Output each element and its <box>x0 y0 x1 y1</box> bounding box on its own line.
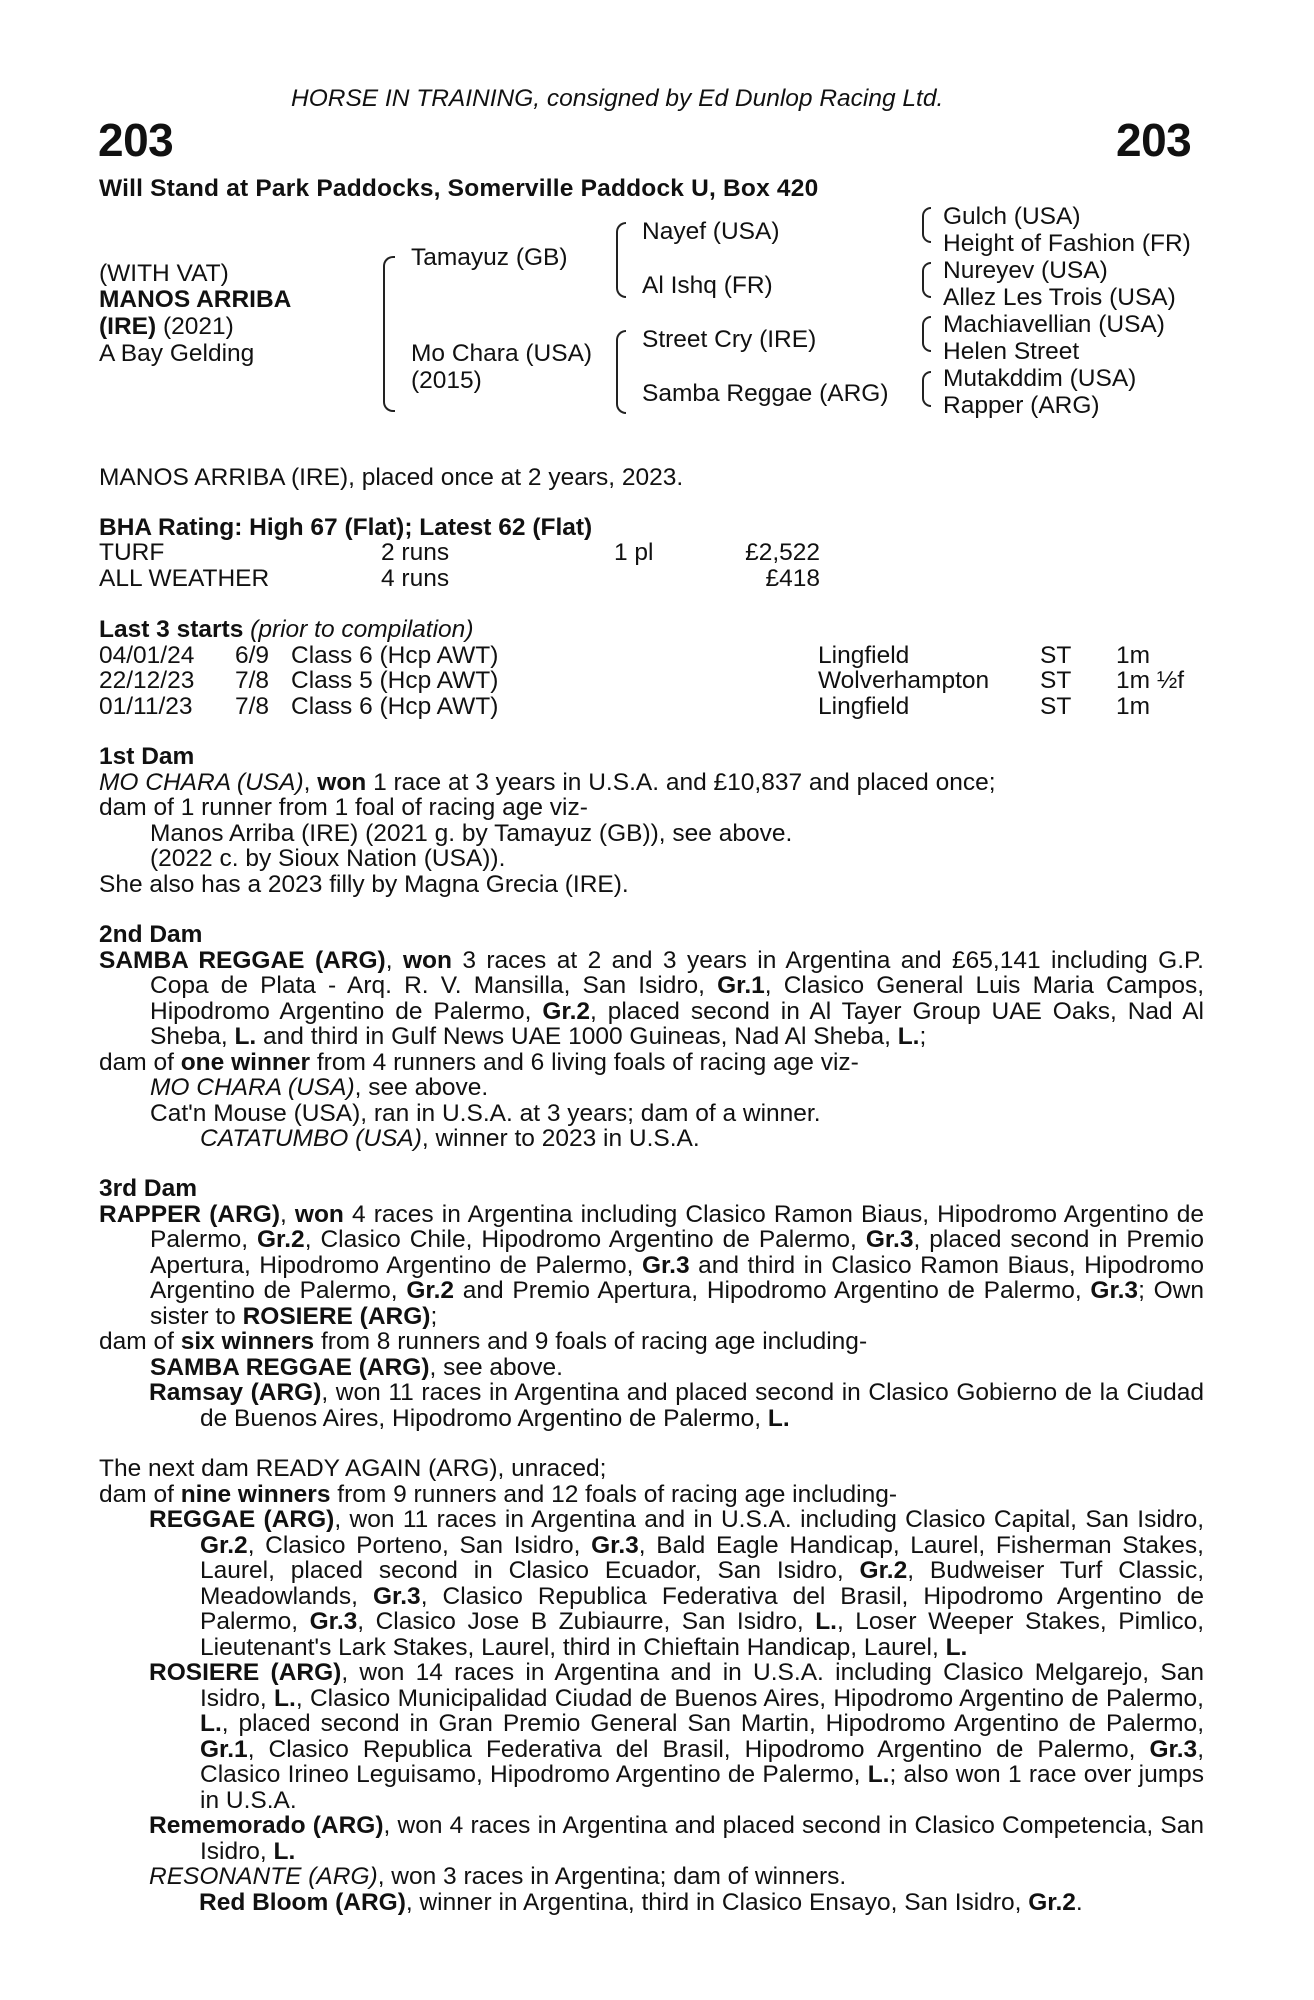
winner-count: nine winners <box>180 1480 331 1508</box>
dam-record: SAMBA REGGAE (ARG), won 3 races at 2 and 3 years in Argentina and £65,141 including G.P. Copa de Plata - Arq. R. V. Mansilla, San Isidro, Gr.1, Clasico General Luis Maria Campos, Hipodromo Argentino de Palermo, Gr.2, placed second in Al Tayer Group UAE Oaks, Nad Al Sheba, L. and third in Gulf News UAE 1000 Guineas, Nad Al Sheba, L.; <box>99 946 1204 1050</box>
pedigree-ddd: Rapper (ARG) <box>943 392 1100 419</box>
rating-runs: 2 runs <box>381 539 450 566</box>
produce-text: , won 11 races in Argentina and placed second in Clasico Gobierno de la Ciudad de Buenos Aires, Hipodromo Argentino de Palermo, <box>200 1379 1204 1432</box>
listed-label: L. <box>767 1404 790 1432</box>
record-text: , Clasico General Luis Maria Campos, Hipodromo Argentino de Palermo, <box>150 972 1204 1025</box>
horse-origin <box>99 314 234 340</box>
produce-name: ROSIERE (ARG) <box>149 1659 342 1686</box>
listed-label: L. <box>897 1023 920 1050</box>
produce-name: REGGAE (ARG) <box>149 1506 335 1533</box>
grade-label: Gr.2 <box>859 1557 908 1584</box>
dam-note: She also has a 2023 filly by Magna Grecia (IRE). <box>99 870 629 898</box>
produce-item: (2022 c. by Sioux Nation (USA)). <box>150 845 506 872</box>
pedigree-brace-1 <box>383 256 395 412</box>
start-race: Class 5 (Hcp AWT) <box>291 667 499 694</box>
produce-item <box>99 1660 1204 1813</box>
listed-label: L. <box>815 1608 837 1635</box>
pedigree-dsd: Helen Street <box>943 338 1080 365</box>
produce-item: Cat'n Mouse (USA), ran in U.S.A. at 3 years; dam of a winner. <box>150 1099 821 1127</box>
grade-label: Gr.3 <box>641 1251 690 1279</box>
dam-produce-intro: dam of 1 runner from 1 foal of racing age viz- <box>99 794 588 821</box>
record-text: , Clasico Republica Federativa del Brasil, Hipodromo Argentino de Palermo, <box>200 1582 1204 1635</box>
start-race: Class 6 (Hcp AWT) <box>291 693 499 720</box>
last-starts-subtitle: (prior to compilation) <box>250 616 474 643</box>
first-dam-section <box>99 744 1204 897</box>
produce-name: MO CHARA (USA) <box>150 1074 355 1101</box>
record-text: , placed second in Gran Premio General San Martin, Hipodromo Argentino de Palermo, <box>221 1710 1204 1737</box>
section-heading: 2nd Dam <box>99 921 203 948</box>
pedigree-brace-3b <box>922 262 931 298</box>
produce-item <box>99 1126 1204 1152</box>
produce-text: dam of <box>99 1480 181 1508</box>
pedigree-brace-3a <box>922 207 931 243</box>
horse-name: MANOS ARRIBA <box>99 286 292 313</box>
dam-name: MO CHARA (USA) <box>99 768 304 796</box>
record-text: . <box>1075 1888 1083 1916</box>
grade-label: Gr.3 <box>1090 1277 1139 1304</box>
record-text: , won 4 races in Argentina and placed second in Clasico Competencia, San Isidro, <box>200 1812 1204 1865</box>
last-starts-heading <box>99 617 473 643</box>
listed-label: L. <box>867 1761 890 1788</box>
produce-text: , see above. <box>429 1353 563 1381</box>
produce-name: SAMBA REGGAE (ARG) <box>150 1353 430 1381</box>
section-heading: 1st Dam <box>99 743 195 770</box>
rating-placed: 1 pl <box>614 539 654 566</box>
pedigree-sire: Tamayuz (GB) <box>411 244 568 271</box>
sister-name: ROSIERE (ARG) <box>242 1302 431 1330</box>
rating-runs: 4 runs <box>381 565 450 592</box>
horse-country: (IRE) <box>99 313 157 340</box>
record-text: , Bald Eagle Handicap, Laurel, Fisherman Stakes, Laurel, placed second in Clasico Ecuador, San Isidro, <box>200 1531 1204 1584</box>
produce-item: Manos Arriba (IRE) (2021 g. by Tamayuz (GB)), see above. <box>150 819 793 847</box>
grade-label: Gr.3 <box>1149 1735 1198 1763</box>
record-text: , Clasico Jose B Zubiaurre, San Isidro, <box>357 1608 816 1635</box>
record-text: , Budweiser Turf Classic, Meadowlands, <box>200 1557 1205 1610</box>
last-starts-title: Last 3 starts <box>99 616 244 643</box>
grade-label: Gr.2 <box>542 997 591 1025</box>
won-label: won <box>294 1200 344 1228</box>
next-dam-intro: The next dam READY AGAIN (ARG), unraced; <box>99 1455 607 1482</box>
listed-label: L. <box>200 1710 222 1737</box>
grade-label: Gr.1 <box>717 972 765 999</box>
start-date: 04/01/24 <box>99 642 195 669</box>
produce-item <box>99 1864 1204 1890</box>
dam-name: RAPPER (ARG) <box>99 1200 280 1228</box>
start-going: ST <box>1040 667 1072 694</box>
record-text: 4 races in Argentina including Clasico Ramon Biaus, Hipodromo Argentino de Palermo, <box>150 1200 1204 1253</box>
second-dam-section <box>99 922 1204 1152</box>
grade-label: Gr.3 <box>373 1582 421 1610</box>
record-text: , won 14 races in Argentina and in U.S.A. including Clasico Melgarejo, San Isidro, <box>200 1659 1204 1712</box>
record-text: , winner in Argentina, third in Clasico Ensayo, San Isidro, <box>405 1888 1029 1916</box>
start-course: Lingfield <box>818 693 910 720</box>
produce-name: RESONANTE (ARG) <box>149 1863 378 1890</box>
produce-text: from 4 runners and 6 living foals of racing age viz- <box>310 1048 859 1076</box>
produce-text: , see above. <box>354 1074 489 1101</box>
dam-name: SAMBA REGGAE (ARG) <box>99 946 386 974</box>
pedigree-brace-2a <box>616 222 626 298</box>
produce-item <box>99 1890 1204 1916</box>
record-text: , Clasico Republica Federativa del Brasil, Hipodromo Argentino de Palermo, <box>247 1735 1150 1763</box>
pedigree-dam: Mo Chara (USA) <box>411 340 593 367</box>
start-distance: 1m <box>1116 642 1151 669</box>
dam-record-text: 1 race at 3 years in U.S.A. and £10,837 and placed once; <box>366 768 996 796</box>
produce-text: from 9 runners and 12 foals of racing age including- <box>330 1480 898 1508</box>
produce-name: CATATUMBO (USA) <box>200 1125 422 1152</box>
produce-item <box>99 1355 1204 1381</box>
winner-count: six winners <box>180 1328 315 1355</box>
listed-label: L. <box>945 1633 968 1661</box>
rating-money: £2,522 <box>745 539 820 566</box>
record-text: ; also won 1 race over jumps in U.S.A. <box>200 1761 1204 1814</box>
pedigree-sire-sire: Nayef (USA) <box>642 218 780 245</box>
listed-label: L. <box>274 1684 296 1712</box>
horse-description: A Bay Gelding <box>99 340 255 367</box>
bha-rating: BHA Rating: High 67 (Flat); Latest 62 (Flat) <box>99 514 593 541</box>
record-text: , Clasico Municipalidad Ciudad de Buenos Aires, Hipodromo Argentino de Palermo, <box>295 1684 1204 1712</box>
record-text: , Clasico Irineo Leguisamo, Hipodromo Argentino de Palermo, <box>200 1735 1204 1788</box>
record-text: and Premio Apertura, Hipodromo Argentino de Palermo, <box>454 1277 1091 1304</box>
record-text: , Clasico Porteno, San Isidro, <box>247 1531 592 1559</box>
grade-label: Gr.2 <box>257 1226 305 1253</box>
produce-name: Ramsay (ARG) <box>149 1379 322 1406</box>
start-date: 01/11/23 <box>99 693 193 720</box>
lot-number-left: 203 <box>98 114 174 166</box>
start-race: Class 6 (Hcp AWT) <box>291 642 499 669</box>
record-text: , Clasico Chile, Hipodromo Argentino de Palermo, <box>304 1226 866 1253</box>
rating-surface: ALL WEATHER <box>99 565 270 592</box>
pedigree-ssd: Height of Fashion (FR) <box>943 230 1191 257</box>
produce-text: , winner to 2023 in U.S.A. <box>421 1125 700 1152</box>
lot-number-right: 203 <box>1116 114 1192 166</box>
next-dam-section <box>99 1456 1204 1915</box>
record-text: 3 races at 2 and 3 years in Argentina and £65,141 including G.P. Copa de Plata - Arq. R. V. Mansilla, San Isidro, <box>150 946 1204 999</box>
start-going: ST <box>1040 693 1072 720</box>
pedigree-brace-3d <box>922 371 931 407</box>
start-date: 22/12/23 <box>99 667 195 694</box>
grade-label: Gr.1 <box>200 1735 248 1763</box>
produce-name: Rememorado (ARG) <box>149 1812 384 1839</box>
pedigree-sds: Nureyev (USA) <box>943 257 1108 284</box>
consignment-line: HORSE IN TRAINING, consigned by Ed Dunlop Racing Ltd. <box>291 85 944 112</box>
record-text: ; <box>919 1023 927 1050</box>
produce-item <box>99 1813 1204 1864</box>
start-course: Wolverhampton <box>818 667 990 694</box>
start-position: 7/8 <box>235 693 270 720</box>
record-text: and third in Gulf News UAE 1000 Guineas, Nad Al Sheba, <box>256 1023 898 1050</box>
grade-label: Gr.2 <box>1028 1888 1076 1916</box>
record-text: , won 11 races in Argentina and in U.S.A. including Clasico Capital, San Isidro, <box>334 1506 1205 1533</box>
grade-label: Gr.3 <box>309 1608 358 1635</box>
pedigree-dam-sire: Street Cry (IRE) <box>642 326 817 353</box>
start-position: 7/8 <box>235 667 270 694</box>
produce-text: dam of <box>99 1328 181 1355</box>
pedigree-dam-dam: Samba Reggae (ARG) <box>642 380 889 407</box>
horse-summary: MANOS ARRIBA (IRE), placed once at 2 years, 2023. <box>99 464 684 491</box>
stand-location: Will Stand at Park Paddocks, Somerville Paddock U, Box 420 <box>99 175 819 202</box>
record-text: , placed second in Premio Apertura, Hipodromo Argentino de Palermo, <box>150 1226 1205 1279</box>
grade-label: Gr.3 <box>591 1531 639 1559</box>
produce-text: dam of <box>99 1048 181 1076</box>
dam-produce-intro <box>99 1329 1204 1355</box>
grade-label: Gr.3 <box>865 1226 914 1253</box>
pedigree-sdd: Allez Les Trois (USA) <box>943 284 1176 311</box>
pedigree-dss: Machiavellian (USA) <box>943 311 1165 338</box>
produce-text: from 8 runners and 9 foals of racing age including- <box>314 1328 868 1355</box>
horse-year: (2021) <box>156 313 234 340</box>
dam-produce-intro <box>99 1050 1204 1076</box>
record-text: , placed second in Al Tayer Group UAE Oaks, Nad Al Sheba, <box>150 997 1204 1050</box>
record-text: ; Own sister to <box>150 1277 1204 1330</box>
start-going: ST <box>1040 642 1072 669</box>
rating-surface: TURF <box>99 539 165 566</box>
vat-note: (WITH VAT) <box>99 260 229 287</box>
dam-record: RAPPER (ARG), won 4 races in Argentina including Clasico Ramon Biaus, Hipodromo Argentino de Palermo, Gr.2, Clasico Chile, Hipodromo Argentino de Palermo, Gr.3, placed second in Premio Apertura, Hipodromo Argentino de Palermo, Gr.3 and third in Clasico Ramon Biaus, Hipodromo Argentino de Palermo, Gr.2 and Premio Apertura, Hipodromo Argentino de Palermo, Gr.3; Own sister to ROSIERE (ARG); <box>99 1200 1205 1330</box>
dam-produce-intro <box>99 1482 1204 1508</box>
rating-money: £418 <box>765 565 820 592</box>
start-distance: 1m <box>1116 693 1151 720</box>
produce-item <box>99 1380 1204 1431</box>
won-label: won <box>402 946 452 974</box>
listed-label: L. <box>273 1837 296 1865</box>
pedigree-sss: Gulch (USA) <box>943 203 1081 230</box>
produce-item <box>99 1075 1204 1101</box>
record-text: , Loser Weeper Stakes, Pimlico, Lieutenant's Lark Stakes, Laurel, third in Chieftain Handicap, Laurel, <box>200 1608 1204 1661</box>
record-text: ; <box>430 1302 438 1330</box>
dam-record: MO CHARA (USA), won 1 race at 3 years in U.S.A. and £10,837 and placed once; <box>99 768 996 796</box>
section-heading: 3rd Dam <box>99 1175 198 1202</box>
pedigree-brace-3c <box>922 316 931 352</box>
grade-label: Gr.2 <box>200 1531 248 1559</box>
pedigree-dds: Mutakddim (USA) <box>943 365 1137 392</box>
start-distance: 1m ½f <box>1116 667 1185 694</box>
winner-count: one winner <box>180 1048 311 1076</box>
listed-label: L. <box>234 1023 257 1050</box>
pedigree-sire-dam: Al Ishq (FR) <box>642 272 773 299</box>
start-position: 6/9 <box>235 642 270 669</box>
record-text: , won 3 races in Argentina; dam of winners. <box>377 1863 847 1890</box>
pedigree-brace-2b <box>616 330 626 414</box>
grade-label: Gr.2 <box>406 1277 455 1304</box>
record-text: and third in Clasico Ramon Biaus, Hipodromo Argentino de Palermo, <box>150 1251 1204 1304</box>
start-course: Lingfield <box>818 642 910 669</box>
pedigree-dam-year: (2015) <box>411 367 482 394</box>
third-dam-section <box>99 1176 1204 1431</box>
won-label: won <box>317 768 367 796</box>
produce-name: Red Bloom (ARG) <box>199 1888 406 1916</box>
produce-item <box>99 1507 1204 1660</box>
